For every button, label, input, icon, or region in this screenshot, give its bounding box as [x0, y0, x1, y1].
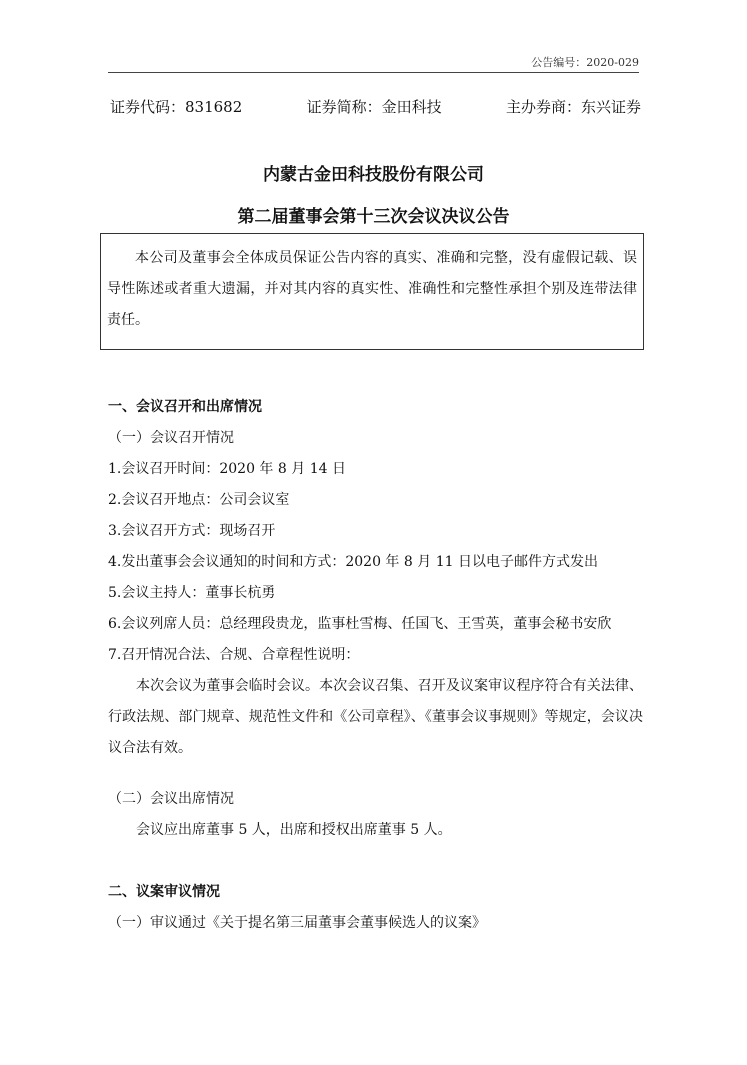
section2-sub1-heading: （一）审议通过《关于提名第三届董事会董事候选人的议案》 — [108, 915, 486, 931]
compliance-statement: 本次会议为董事会临时会议。本次会议召集、召开及议案审议程序符合有关法律、行政法规、部门规章、规范性文件和《公司章程》、《董事会议事规则》等规定，会议决议合法有效。 — [108, 678, 643, 756]
security-short-name: 证券简称：金田科技 — [306, 98, 442, 116]
declaration-box: 本公司及董事会全体成员保证公告内容的真实、准确和完整，没有虚假记载、误导性陈述或者重大遗漏，并对其内容的真实性、准确性和完整性承担个别及连带法律责任。 — [100, 233, 644, 350]
meeting-time: 1.会议召开时间：2020 年 8 月 14 日 — [108, 461, 346, 477]
security-code: 证券代码：831682 — [110, 98, 243, 116]
header-divider — [108, 72, 639, 73]
spacer — [108, 846, 643, 877]
compliance-heading: 7.召开情况合法、合规、合章程性说明： — [108, 647, 360, 663]
attendance-text: 会议应出席董事 5 人，出席和授权出席董事 5 人。 — [136, 822, 452, 838]
announcement-title: 第二届董事会第十三次会议决议公告 — [237, 207, 510, 227]
meeting-notice: 4.发出董事会会议通知的时间和方式：2020 年 8 月 11 日以电子邮件方式发出 — [108, 554, 598, 570]
spacer — [108, 764, 643, 784]
company-title: 内蒙古金田科技股份有限公司 — [263, 165, 484, 185]
section1-heading: 一、会议召开和出席情况 — [108, 399, 262, 415]
meeting-attendees: 6.会议列席人员：总经理段贵龙，监事杜雪梅、任国飞、王雪英，董事会秘书安欣 — [108, 616, 612, 632]
section2-heading: 二、议案审议情况 — [108, 884, 220, 900]
meeting-method: 3.会议召开方式：现场召开 — [108, 523, 276, 539]
meeting-host: 5.会议主持人：董事长杭勇 — [108, 585, 276, 601]
meeting-location: 2.会议召开地点：公司会议室 — [108, 492, 290, 508]
securities-info-row — [110, 96, 641, 117]
document-body — [108, 392, 643, 939]
section1-sub2-heading: （二）会议出席情况 — [108, 791, 234, 807]
sponsor-broker: 主办券商：东兴证券 — [505, 98, 641, 116]
section1-sub1-heading: （一）会议召开情况 — [108, 430, 234, 446]
announcement-number: 公告编号：2020-029 — [531, 56, 639, 69]
